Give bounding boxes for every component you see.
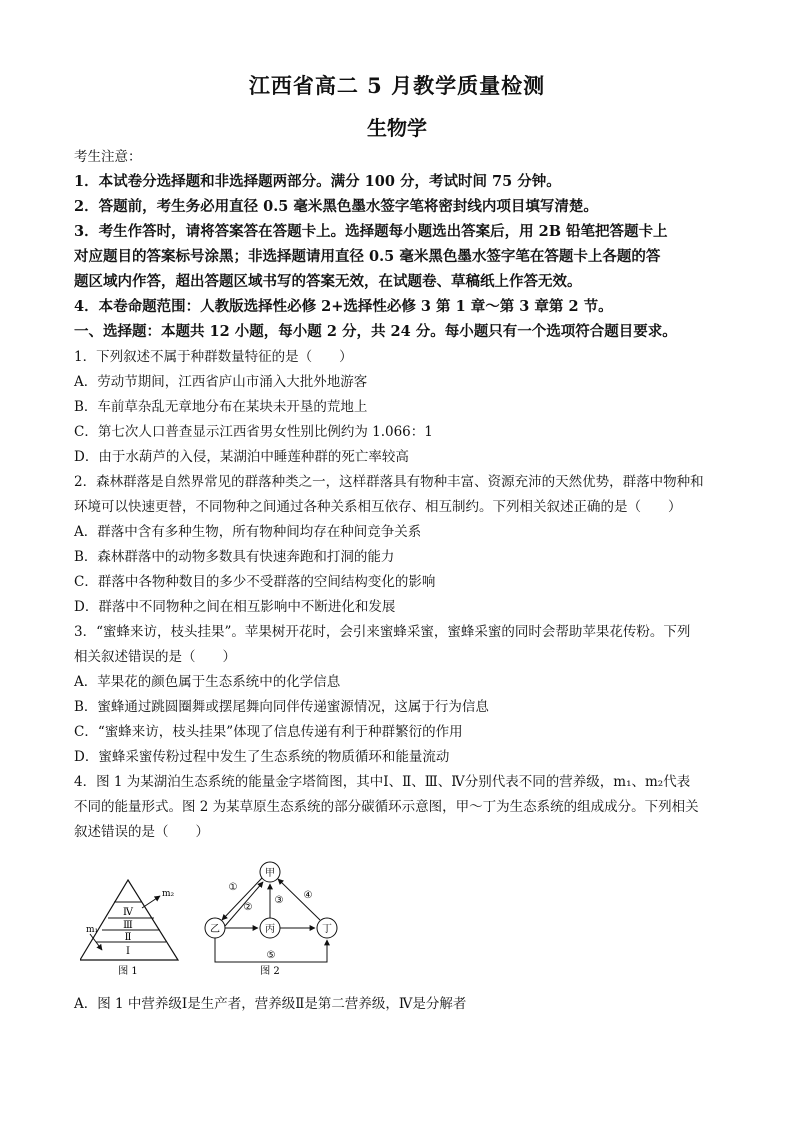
notice-line: 1．本试卷分选择题和非选择题两部分。满分 100 分，考试时间 75 分钟。 bbox=[74, 173, 561, 190]
answer-option: D．群落中不同物种之间在相互影响中不断进化和发展 bbox=[74, 599, 396, 615]
question-stem: 环境可以快速更替，不同物种之间通过各种关系相互依存、相互制约。下列相关叙述正确的是（ ） bbox=[74, 499, 682, 515]
carbon-cycle-diagram bbox=[205, 862, 337, 977]
arrow-label: ⑤ bbox=[266, 950, 276, 961]
answer-option: A．图 1 中营养级Ⅰ是生产者，营养级Ⅱ是第二营养级，Ⅳ是分解者 bbox=[74, 996, 467, 1012]
arrow-label: ④ bbox=[303, 890, 313, 901]
section-heading: 一、选择题：本题共 12 小题，每小题 2 分，共 24 分。每小题只有一个选项符合题目要求。 bbox=[74, 323, 677, 340]
answer-option: B．森林群落中的动物多数具有快速奔跑和打洞的能力 bbox=[74, 549, 395, 565]
answer-option: C．第七次人口普查显示江西省男女性别比例约为 1.066：1 bbox=[74, 424, 433, 440]
answer-option: D．由于水葫芦的入侵，某湖泊中睡莲种群的死亡率较高 bbox=[74, 449, 409, 465]
question-4-figures bbox=[80, 858, 380, 978]
node-ding: 丁 bbox=[322, 924, 332, 935]
pyramid-level-label: Ⅳ bbox=[123, 907, 133, 918]
subject-title: 生物学 bbox=[367, 116, 427, 140]
exam-title: 江西省高二 5 月教学质量检测 bbox=[248, 73, 546, 98]
pyramid-level-label: Ⅲ bbox=[123, 920, 133, 931]
question-stem: 3．“蜜蜂来访，枝头挂果”。苹果树开花时，会引来蜜蜂采蜜，蜜蜂采蜜的同时会帮助苹果花传粉。下列 bbox=[74, 624, 691, 640]
notice-heading: 考生注意： bbox=[74, 149, 142, 165]
answer-option: B．车前草杂乱无章地分布在某块未开垦的荒地上 bbox=[74, 399, 368, 415]
notice-line: 2．答题前，考生务必用直径 0.5 毫米黑色墨水签字笔将密封线内项目填写清楚。 bbox=[74, 198, 598, 215]
question-stem: 叙述错误的是（ ） bbox=[74, 824, 209, 840]
question-stem: 不同的能量形式。图 2 为某草原生态系统的部分碳循环示意图，甲～丁为生态系统的组成成分。下列相关 bbox=[74, 799, 699, 815]
arrow-label: ② bbox=[243, 902, 253, 913]
figure-2-caption: 图 2 bbox=[260, 966, 280, 977]
notice-line: 题区域内作答，超出答题区域书写的答案无效，在试题卷、草稿纸上作答无效。 bbox=[74, 273, 582, 290]
answer-option: A．劳动节期间，江西省庐山市涌入大批外地游客 bbox=[74, 374, 368, 390]
question-stem: 1．下列叙述不属于种群数量特征的是（ ） bbox=[74, 349, 353, 365]
pyramid-level-label: Ⅰ bbox=[126, 946, 130, 957]
question-stem: 相关叙述错误的是（ ） bbox=[74, 649, 236, 665]
answer-option: C．“蜜蜂来访，枝头挂果”体现了信息传递有利于种群繁衍的作用 bbox=[74, 724, 463, 740]
question-stem: 4．图 1 为某湖泊生态系统的能量金字塔简图，其中Ⅰ、Ⅱ、Ⅲ、Ⅳ分别代表不同的营养级，m₁、m₂代表 bbox=[74, 774, 691, 790]
arrow-label: ① bbox=[228, 882, 238, 893]
notice-line: 4．本卷命题范围：人教版选择性必修 2+选择性必修 3 第 1 章～第 3 章第 2 节。 bbox=[74, 298, 613, 315]
arrow-label: ③ bbox=[274, 895, 284, 906]
notice-line: 3．考生作答时，请将答案答在答题卡上。选择题每小题选出答案后，用 2B 铅笔把答题卡上 bbox=[74, 223, 668, 240]
node-bing: 丙 bbox=[265, 924, 275, 935]
answer-option: B．蜜蜂通过跳圆圈舞或摆尾舞向同伴传递蜜源情况，这属于行为信息 bbox=[74, 699, 489, 715]
answer-option: A．苹果花的颜色属于生态系统中的化学信息 bbox=[74, 674, 341, 690]
node-jia: 甲 bbox=[265, 868, 275, 879]
m2-label: m₂ bbox=[162, 889, 175, 899]
question-stem: 2．森林群落是自然界常见的群落种类之一，这样群落具有物种丰富、资源充沛的天然优势，群落中物种和 bbox=[74, 474, 704, 490]
figure-1-caption: 图 1 bbox=[118, 966, 138, 977]
answer-option: C．群落中各物种数目的多少不受群落的空间结构变化的影响 bbox=[74, 574, 436, 590]
node-yi: 乙 bbox=[210, 924, 220, 935]
pyramid-level-label: Ⅱ bbox=[124, 932, 132, 943]
energy-pyramid bbox=[80, 880, 178, 977]
notice-line: 对应题目的答案标号涂黑；非选择题请用直径 0.5 毫米黑色墨水签字笔在答题卡上各题的答 bbox=[74, 248, 661, 265]
answer-option: A．群落中含有多种生物，所有物种间均存在种间竞争关系 bbox=[74, 524, 422, 540]
answer-option: D．蜜蜂采蜜传粉过程中发生了生态系统的物质循环和能量流动 bbox=[74, 749, 450, 765]
m1-label: m₁ bbox=[86, 925, 99, 935]
